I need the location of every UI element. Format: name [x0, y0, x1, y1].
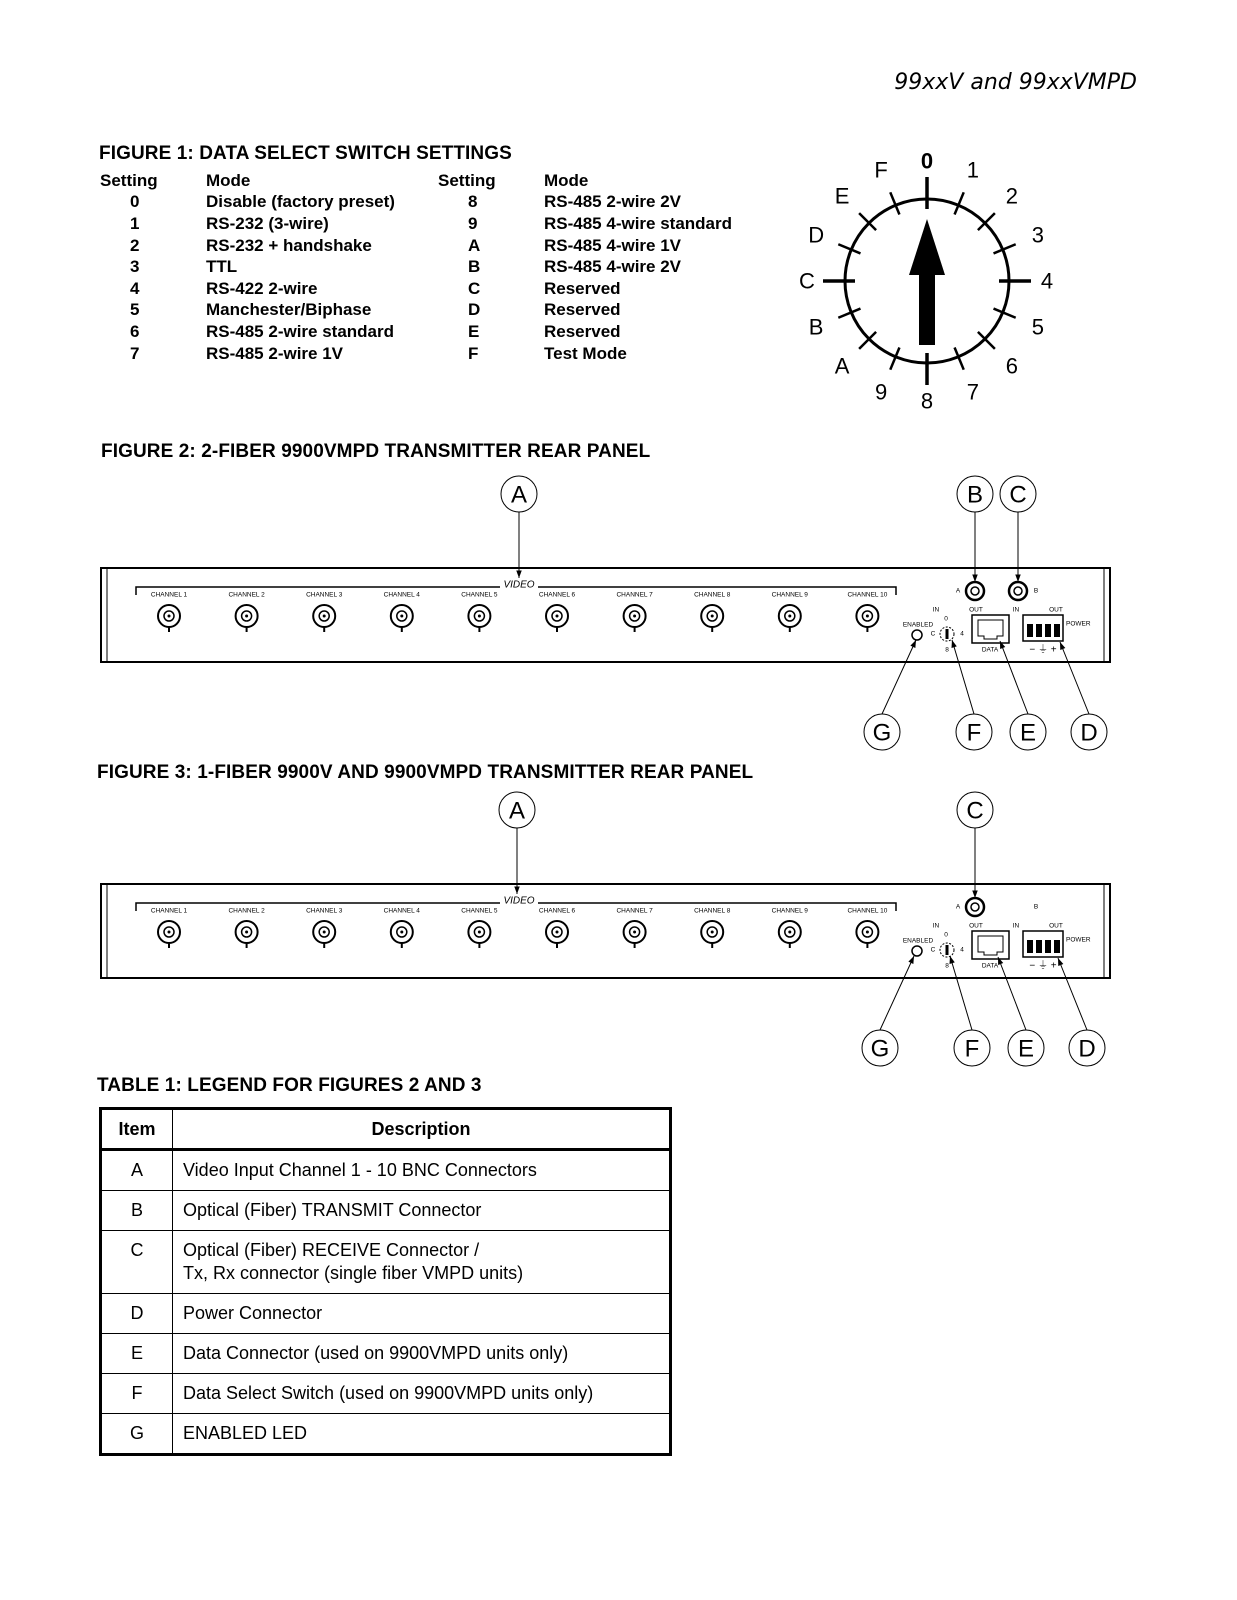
setting-value: 2 [130, 235, 140, 255]
mode-value: RS-485 2-wire 2V [544, 192, 682, 212]
dial-tick [978, 332, 995, 349]
power-terminal-icon [1045, 940, 1051, 953]
bnc-connector-icon [323, 615, 326, 618]
legend-header-row [101, 1109, 671, 1150]
legend-row [101, 1294, 671, 1334]
channel-label: CHANNEL 8 [694, 591, 731, 599]
channel-label: CHANNEL 3 [306, 591, 343, 599]
mode-value: Manchester/Biphase [206, 300, 372, 320]
rear-panel-1fiber [101, 792, 1110, 1066]
rotary-switch-icon [946, 945, 949, 955]
switch-mark: 8 [945, 646, 949, 654]
page-header: 99xxV and 99xxVMPD [894, 70, 1137, 95]
switch-mark: 0 [944, 931, 948, 939]
in-label: IN [1012, 922, 1020, 930]
channel-label: CHANNEL 6 [538, 907, 576, 915]
figure3-title: FIGURE 3: 1-FIBER 9900V AND 9900VMPD TRANSMITTER REAR PANEL [97, 762, 754, 783]
dial-label: D [808, 222, 825, 248]
dial-label: 9 [874, 379, 888, 405]
dial-label: 7 [966, 379, 980, 405]
out-label: OUT [1049, 606, 1063, 614]
port-label: B [1033, 587, 1039, 595]
legend-item-header: Item [101, 1109, 173, 1150]
dial-label: 3 [1031, 222, 1044, 248]
callout-b: B [966, 481, 984, 509]
bnc-connector-icon [556, 931, 559, 934]
dial-label: F [874, 157, 888, 183]
setting-value: 4 [130, 278, 140, 298]
setting-value: F [468, 343, 479, 363]
channel-label: CHANNEL 2 [228, 907, 265, 915]
bnc-connector-icon [866, 931, 869, 934]
channel-label: CHANNEL 2 [228, 591, 265, 599]
channel-label: CHANNEL 7 [616, 907, 653, 915]
channel-label: CHANNEL 8 [694, 907, 731, 915]
callout-c: C [1009, 481, 1027, 509]
channel-label: CHANNEL 7 [616, 591, 653, 599]
mode-header-2: Mode [544, 170, 589, 190]
mode-value: RS-485 4-wire standard [544, 213, 733, 233]
setting-header: Setting [100, 170, 158, 190]
dial-label: 0 [920, 148, 934, 174]
channel-label: CHANNEL 10 [847, 907, 888, 915]
legend-description [173, 1374, 671, 1414]
callout-a: A [510, 481, 528, 509]
mode-value: RS-232 + handshake [206, 235, 372, 255]
out-label: OUT [969, 606, 983, 614]
switch-mark: C [930, 946, 936, 954]
switch-mark: 4 [960, 946, 964, 954]
bnc-connector-icon [323, 931, 326, 934]
channel-label: CHANNEL 4 [383, 591, 420, 599]
mode-value: RS-485 4-wire 1V [544, 235, 682, 255]
setting-value: 9 [468, 213, 478, 233]
polarity-label: − ⏚ + [1029, 644, 1057, 656]
callout-g: G [872, 719, 892, 747]
mode-value: RS-422 2-wire [206, 278, 318, 298]
power-terminal-icon [1027, 940, 1033, 953]
in-label: IN [932, 606, 940, 614]
legend-row [101, 1191, 671, 1231]
legend-description-line: Power Connector [183, 1303, 323, 1323]
rear-panel-2fiber [101, 476, 1110, 750]
bnc-connector-icon [478, 931, 481, 934]
legend-item: E [101, 1334, 173, 1374]
channel-label: CHANNEL 6 [538, 591, 576, 599]
channel-label: CHANNEL 9 [771, 591, 808, 599]
dial-label: 5 [1031, 314, 1044, 340]
dial-label: A [834, 353, 850, 379]
legend-item: C [101, 1231, 173, 1294]
power-terminal-icon [1045, 624, 1051, 637]
switch-mark: 0 [944, 615, 948, 623]
mode-header: Mode [206, 170, 251, 190]
channel-label: CHANNEL 1 [150, 907, 188, 915]
power-terminal-icon [1036, 940, 1042, 953]
setting-value: 0 [130, 192, 140, 212]
video-label: VIDEO [503, 895, 535, 907]
in-label: IN [932, 922, 940, 930]
legend-row [101, 1374, 671, 1414]
power-label: POWER [1066, 936, 1091, 944]
callout-e: E [1017, 1035, 1035, 1063]
mode-value: RS-485 2-wire standard [206, 321, 395, 341]
mode-value: Reserved [544, 278, 621, 298]
channel-label: CHANNEL 5 [461, 591, 498, 599]
callout-d: D [1080, 719, 1098, 747]
mode-value: Disable (factory preset) [206, 192, 395, 212]
table1-title: TABLE 1: LEGEND FOR FIGURES 2 AND 3 [97, 1075, 482, 1096]
dial-tick [859, 332, 876, 349]
mode-value: RS-485 2-wire 1V [206, 343, 344, 363]
out-label: OUT [969, 922, 983, 930]
bnc-connector-icon [711, 931, 714, 934]
legend-row [101, 1231, 671, 1294]
dial-label: B [808, 314, 824, 340]
legend-row [101, 1150, 671, 1191]
bnc-connector-icon [168, 615, 171, 618]
setting-value: D [468, 300, 481, 320]
legend-item: G [101, 1414, 173, 1455]
legend-description-line: Video Input Channel 1 - 10 BNC Connectors [183, 1160, 537, 1180]
legend-description-line: Data Select Switch (used on 9900VMPD units only) [183, 1383, 594, 1403]
setting-value: 1 [130, 213, 140, 233]
setting-value: 5 [130, 300, 140, 320]
setting-value: C [468, 278, 481, 298]
enabled-label: ENABLED [902, 621, 934, 629]
callout-e: E [1019, 719, 1037, 747]
legend-description [173, 1414, 671, 1455]
legend-description [173, 1294, 671, 1334]
enabled-label: ENABLED [902, 937, 934, 945]
bnc-connector-icon [245, 615, 248, 618]
switch-mark: C [930, 630, 936, 638]
legend-item: D [101, 1294, 173, 1334]
dial-label: E [834, 183, 850, 209]
bnc-connector-icon [788, 931, 791, 934]
dial-label: 2 [1005, 183, 1018, 209]
channel-label: CHANNEL 9 [771, 907, 808, 915]
bnc-connector-icon [866, 615, 869, 618]
bnc-connector-icon [245, 931, 248, 934]
dial-label: 8 [920, 388, 934, 414]
mode-value: RS-485 4-wire 2V [544, 257, 682, 277]
panel-frame [101, 568, 1110, 662]
mode-value: TTL [206, 257, 238, 277]
dial-label: C [799, 268, 815, 294]
data-label: DATA [981, 962, 999, 970]
setting-value: E [468, 321, 480, 341]
out-label: OUT [1049, 922, 1063, 930]
callout-a: A [508, 797, 526, 825]
port-label: A [955, 903, 961, 911]
power-terminal-icon [1036, 624, 1042, 637]
bnc-connector-icon [788, 615, 791, 618]
port-label: B [1033, 903, 1039, 911]
callout-d: D [1078, 1035, 1096, 1063]
dial-tick [978, 213, 995, 230]
bnc-connector-icon [478, 615, 481, 618]
mode-value: RS-232 (3-wire) [206, 213, 329, 233]
port-label: A [955, 587, 961, 595]
legend-description-line: Optical (Fiber) RECEIVE Connector / [183, 1240, 480, 1260]
power-terminal-icon [1054, 940, 1060, 953]
legend-description-line: Tx, Rx connector (single fiber VMPD units) [183, 1263, 524, 1283]
switch-mark: 8 [945, 962, 949, 970]
legend-item: F [101, 1374, 173, 1414]
legend-description-line: Data Connector (used on 9900VMPD units only) [183, 1343, 569, 1363]
bnc-connector-icon [633, 931, 636, 934]
legend-description [173, 1334, 671, 1374]
figure2-title: FIGURE 2: 2-FIBER 9900VMPD TRANSMITTER REAR PANEL [101, 441, 651, 462]
legend-item: B [101, 1191, 173, 1231]
channel-label: CHANNEL 4 [383, 907, 420, 915]
channel-label: CHANNEL 5 [461, 907, 498, 915]
callout-g: G [870, 1035, 890, 1063]
power-label: POWER [1066, 620, 1091, 628]
callout-f: F [966, 719, 982, 747]
setting-value: 6 [130, 321, 140, 341]
figure1-title: FIGURE 1: DATA SELECT SWITCH SETTINGS [99, 143, 512, 164]
callout-f: F [964, 1035, 980, 1063]
setting-value: 8 [468, 192, 478, 212]
dial-tick [859, 213, 876, 230]
in-label: IN [1012, 606, 1020, 614]
legend-description-line: Optical (Fiber) TRANSMIT Connector [183, 1200, 482, 1220]
legend-description-header: Description [173, 1109, 671, 1150]
setting-value: B [468, 257, 481, 277]
legend-description [173, 1231, 671, 1294]
legend-row [101, 1334, 671, 1374]
video-label: VIDEO [503, 579, 535, 591]
arrow-up-icon [909, 219, 945, 275]
mode-value: Test Mode [544, 343, 627, 363]
dial-label: 4 [1040, 268, 1054, 294]
mode-value: Reserved [544, 300, 621, 320]
channel-label: CHANNEL 1 [150, 591, 188, 599]
setting-value: 3 [130, 257, 140, 277]
legend-description [173, 1191, 671, 1231]
setting-value: 7 [130, 343, 140, 363]
dial-label: 6 [1005, 353, 1018, 379]
legend-item: A [101, 1150, 173, 1191]
power-terminal-icon [1054, 624, 1060, 637]
channel-label: CHANNEL 3 [306, 907, 343, 915]
bnc-connector-icon [556, 615, 559, 618]
legend-description [173, 1150, 671, 1191]
panel-frame [101, 884, 1110, 978]
rotary-switch-dial [799, 149, 1053, 414]
dial-label: 1 [966, 157, 980, 183]
mode-value: Reserved [544, 321, 621, 341]
polarity-label: − ⏚ + [1029, 960, 1057, 972]
channel-label: CHANNEL 10 [847, 591, 888, 599]
bnc-connector-icon [168, 931, 171, 934]
legend-row [101, 1414, 671, 1455]
bnc-connector-icon [711, 615, 714, 618]
setting-value: A [468, 235, 481, 255]
data-label: DATA [981, 646, 999, 654]
legend-description-line: ENABLED LED [183, 1423, 308, 1443]
bnc-connector-icon [400, 615, 403, 618]
bnc-connector-icon [633, 615, 636, 618]
setting-header-2: Setting [438, 170, 496, 190]
switch-mark: 4 [960, 630, 964, 638]
rotary-switch-icon [946, 629, 949, 639]
bnc-connector-icon [400, 931, 403, 934]
dial-arrow-shaft [919, 265, 935, 345]
legend-table [99, 1107, 672, 1456]
power-terminal-icon [1027, 624, 1033, 637]
callout-c: C [966, 797, 984, 825]
